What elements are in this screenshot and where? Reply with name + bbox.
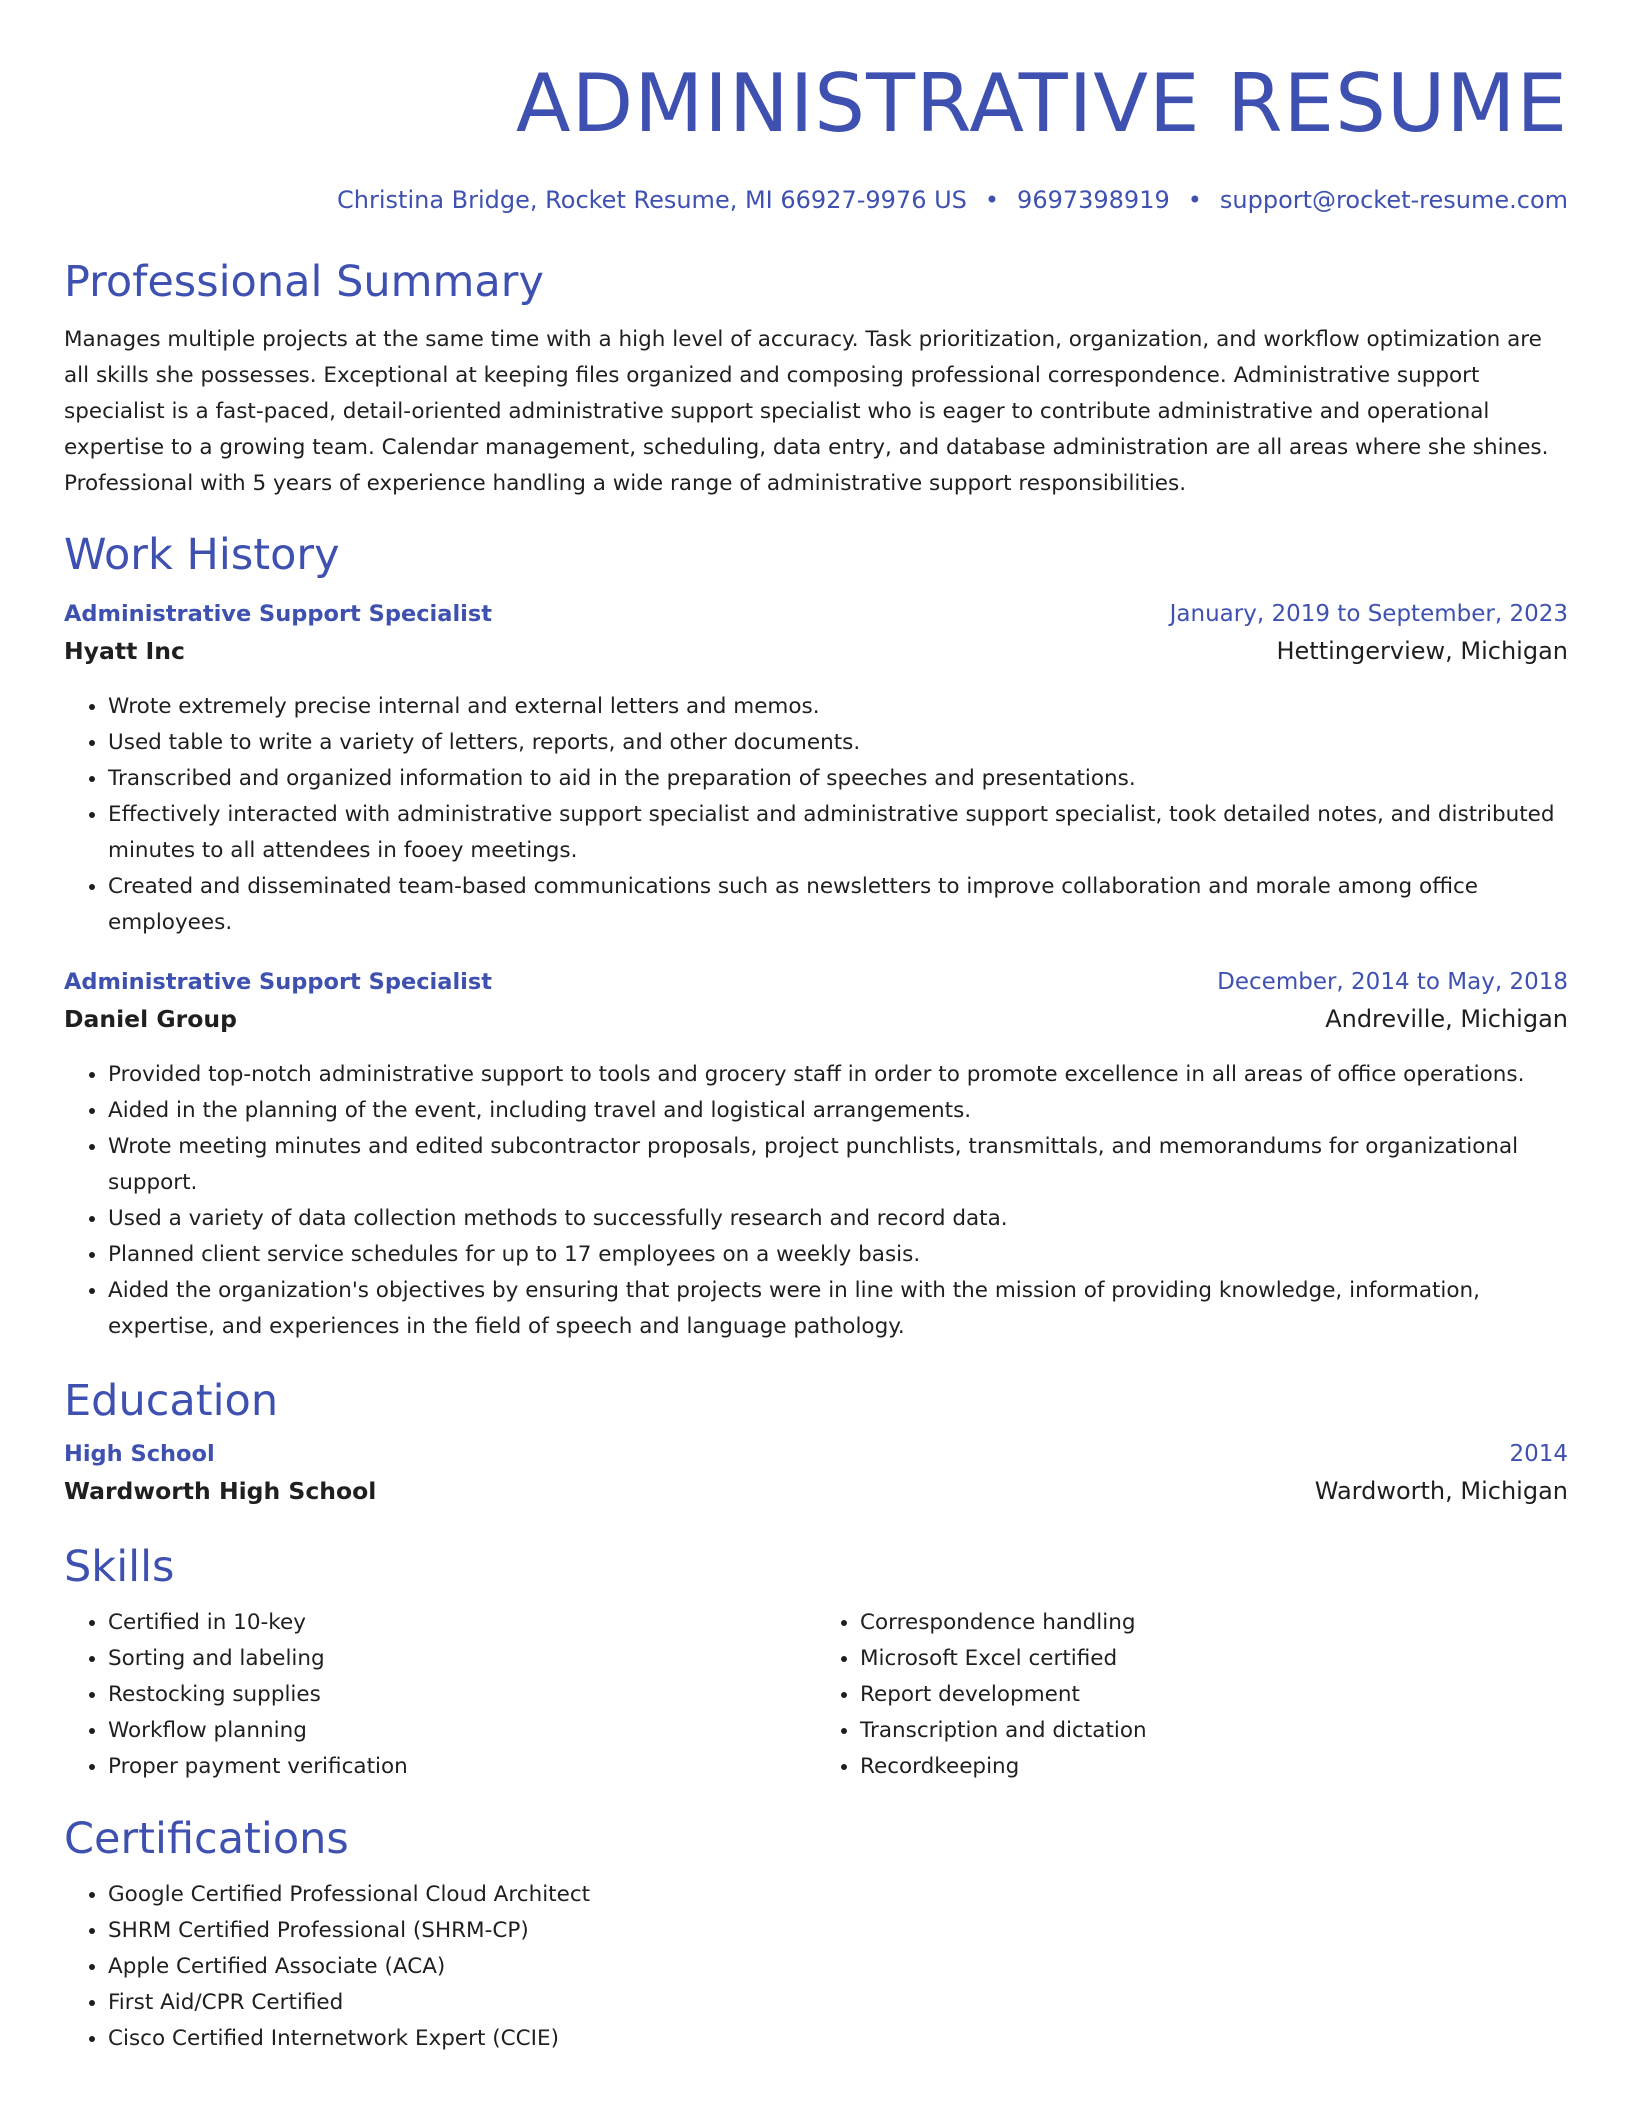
list-item: • Report development [860, 1677, 1568, 1713]
job-entry [64, 601, 1568, 941]
work-history-heading: Work History [64, 530, 340, 580]
list-item: • Restocking supplies [108, 1677, 816, 1713]
contact-separator: • [984, 186, 1000, 214]
list-item: • Aided the organization's objectives by ensuring that projects were in line with the mission of providing knowledge, information, expertise, and experiences in the field of speech and language pathology. [108, 1273, 1568, 1345]
job-dates: January, 2019 to September, 2023 [1169, 601, 1568, 627]
skills-heading: Skills [64, 1542, 175, 1592]
list-item: • First Aid/CPR Certified [108, 1985, 1568, 2021]
certifications-heading: Certifications [64, 1814, 349, 1864]
list-item: • Wrote extremely precise internal and external letters and memos. [108, 689, 1568, 725]
list-item: • Transcription and dictation [860, 1713, 1568, 1749]
job-location: Andreville, Michigan [1325, 1005, 1568, 1033]
resume-title: ADMINISTRATIVE RESUME [515, 57, 1568, 150]
list-item: • Used table to write a variety of letters, reports, and other documents. [108, 725, 1568, 761]
list-item: • SHRM Certified Professional (SHRM-CP) [108, 1913, 1568, 1949]
list-item: • Used a variety of data collection methods to successfully research and record data. [108, 1201, 1568, 1237]
contact-phone: 9697398919 [1017, 186, 1170, 214]
list-item: • Microsoft Excel certified [860, 1641, 1568, 1677]
job-location: Hettingerview, Michigan [1276, 637, 1568, 665]
list-item: • Effectively interacted with administrative support specialist and administrative support specialist, took detailed notes, and distributed minutes to all attendees in fooey meetings. [108, 797, 1568, 869]
education-section [64, 1375, 1568, 1517]
job-title: Administrative Support Specialist [64, 601, 493, 627]
company-name: Hyatt Inc [64, 637, 185, 665]
certifications-section [64, 1813, 1568, 2057]
list-item: • Sorting and labeling [108, 1641, 816, 1677]
job-bullets [64, 1057, 1568, 1345]
job-dates: December, 2014 to May, 2018 [1217, 969, 1568, 995]
list-item: • Provided top-notch administrative support to tools and grocery staff in order to promote excellence in all areas of office operations. [108, 1057, 1568, 1093]
skills-grid [64, 1605, 1568, 1785]
list-item: • Transcribed and organized information to aid in the preparation of speeches and presentations. [108, 761, 1568, 797]
list-item: • Aided in the planning of the event, including travel and logistical arrangements. [108, 1093, 1568, 1129]
job-bullets [64, 689, 1568, 941]
list-item: • Wrote meeting minutes and edited subcontractor proposals, project punchlists, transmittals, and memorandums for organizational support. [108, 1129, 1568, 1201]
education-heading: Education [64, 1376, 279, 1426]
list-item: • Recordkeeping [860, 1749, 1568, 1785]
education-entry [64, 1441, 1568, 1517]
graduation-year: 2014 [1509, 1441, 1568, 1467]
job-title: Administrative Support Specialist [64, 969, 493, 995]
list-item: • Proper payment verification [108, 1749, 816, 1785]
list-item: • Google Certified Professional Cloud Architect [108, 1877, 1568, 1913]
list-item: • Workflow planning [108, 1713, 816, 1749]
list-item: • Certified in 10-key [108, 1605, 816, 1641]
school-name: Wardworth High School [64, 1477, 377, 1505]
certifications-list [64, 1877, 1568, 2057]
contact-line [64, 184, 1568, 216]
contact-separator: • [1187, 186, 1202, 214]
skills-list-left [64, 1605, 816, 1785]
list-item: • Planned client service schedules for up to 17 employees on a weekly basis. [108, 1237, 1568, 1273]
work-history-section [64, 529, 1568, 1345]
list-item: • Correspondence handling [860, 1605, 1568, 1641]
job-entry [64, 969, 1568, 1345]
list-item: • Cisco Certified Internetwork Expert (CCIE) [108, 2021, 1568, 2057]
company-name: Daniel Group [64, 1005, 237, 1033]
summary-heading: Professional Summary [64, 257, 544, 307]
summary-section [64, 256, 1568, 502]
list-item: • Created and disseminated team-based communications such as newsletters to improve collaboration and morale among office employees. [108, 869, 1568, 941]
degree: High School [64, 1441, 215, 1467]
skills-section [64, 1541, 1568, 1785]
contact-address: Christina Bridge, Rocket Resume, MI 66927-9976 US [337, 186, 967, 214]
skills-list-right [816, 1605, 1568, 1785]
school-location: Wardworth, Michigan [1314, 1477, 1568, 1505]
list-item: • Apple Certified Associate (ACA) [108, 1949, 1568, 1985]
summary-text: Manages multiple projects at the same time with a high level of accuracy. Task prioritization, organization, and workflow optimization are all skills she possesses. Exceptional at keeping files organized and composing professional correspondence. Administrative support specialist is a fast-paced, detail-oriented administrative support specialist who is eager to contribute administrative and operational expertise to a growing team. Calendar management, scheduling, data entry, and database administration are all areas where she shines. Professional with 5 years of experience handling a wide range of administrative support responsibilities. [64, 327, 1549, 496]
contact-email[interactable]: support@rocket-resume.com [1219, 186, 1568, 214]
